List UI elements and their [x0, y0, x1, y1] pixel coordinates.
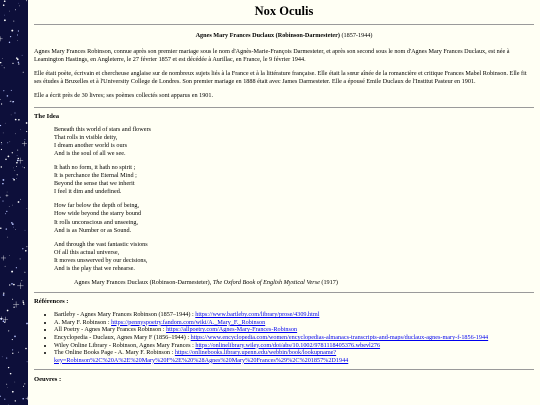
- star: [6, 211, 7, 212]
- star: [18, 30, 19, 31]
- star: [1, 142, 2, 143]
- star: [3, 4, 5, 6]
- star: [9, 255, 10, 256]
- star: [3, 133, 4, 134]
- star: [24, 383, 25, 384]
- star: [15, 133, 16, 134]
- star: [22, 55, 23, 56]
- star: [8, 156, 10, 158]
- star: [4, 0, 6, 2]
- poem-line: And is the play that we rehearse.: [54, 264, 135, 272]
- star: [2, 65, 3, 66]
- star: [8, 367, 9, 368]
- star: [4, 399, 5, 400]
- star: [25, 250, 27, 252]
- references-title: Références :: [34, 298, 69, 306]
- star: [0, 396, 1, 397]
- star: [17, 174, 18, 175]
- attribution-year: (1917): [321, 279, 338, 287]
- divider: [34, 369, 534, 370]
- reference-link[interactable]: https://www.encyclopedia.com/women/encyclopedias-almanacs-transcripts-and-maps/duclaux-agnes-mary-f-1856-1944: [190, 333, 489, 341]
- stanza-4: [54, 241, 534, 273]
- star: [3, 320, 5, 322]
- reference-label: Wiley Online Library - Robinson, Agnes Mary Frances :: [54, 341, 196, 349]
- star: [7, 192, 8, 193]
- star: [15, 9, 16, 10]
- star: [26, 122, 28, 124]
- poem-line: Of all this actual universe,: [54, 248, 120, 256]
- sparkle-star: [6, 194, 9, 197]
- star: [7, 387, 8, 388]
- poem-line: And is as Number or as Sound.: [54, 226, 132, 234]
- star: [11, 271, 13, 273]
- star: [27, 208, 28, 209]
- star: [7, 142, 8, 143]
- star: [18, 62, 19, 63]
- star: [6, 384, 7, 385]
- poem-line: Beyond the sense that we inherit: [54, 180, 135, 188]
- star: [20, 258, 21, 259]
- star: [9, 42, 10, 43]
- reference-item: [54, 342, 534, 350]
- star: [15, 400, 16, 401]
- star: [14, 336, 16, 338]
- reference-label: The Online Books Page - A. Mary F. Robinson :: [54, 349, 175, 357]
- star: [9, 141, 10, 142]
- star: [16, 162, 18, 164]
- star: [11, 115, 12, 116]
- star: [21, 280, 22, 281]
- works-title: Oeuvres :: [34, 376, 62, 384]
- star: [17, 40, 18, 41]
- poem-line: I dream another world is ours: [54, 141, 128, 149]
- star: [3, 293, 4, 294]
- star: [24, 139, 25, 140]
- stanza-2: [54, 164, 534, 196]
- reference-item: [54, 319, 534, 327]
- star: [1, 166, 2, 167]
- star: [26, 246, 27, 247]
- star: [17, 58, 19, 60]
- star: [22, 300, 23, 301]
- star: [12, 222, 13, 223]
- star: [2, 58, 3, 59]
- star: [13, 168, 14, 169]
- star: [1, 149, 2, 150]
- poem-line: It is perchance the Eternal Mind ;: [54, 172, 137, 180]
- starfield-sidebar: [0, 0, 28, 405]
- star: [17, 155, 18, 156]
- star: [16, 178, 17, 179]
- attribution-book: The Oxford Book of English Mystical Verse: [212, 279, 320, 287]
- stanza-3: [54, 202, 534, 234]
- poem-body: [54, 126, 534, 274]
- star: [23, 72, 24, 73]
- star: [13, 227, 14, 228]
- star: [13, 284, 15, 286]
- star: [1, 103, 2, 104]
- star: [2, 201, 3, 202]
- divider: [34, 107, 534, 108]
- star: [22, 167, 23, 168]
- attribution-author: Agnes Mary Frances Duclaux (Robinson-Darmesteter),: [74, 279, 212, 287]
- star: [14, 170, 15, 171]
- star: [16, 267, 17, 268]
- star: [7, 310, 9, 312]
- star-pattern: [0, 0, 28, 405]
- bio-paragraph-2: Elle était poète, écrivain et chercheuse anglaise sur de nombreux sujets liés à la France et à la littérature française. Elle était la sœur aînée de la romancière et critique Frances Mabel Robinson. Elle fit ses études à Bruxelles et à l'University College de Londres. Son premier mariage en 1888 était avec James Darmesteter. Elle a épousé Emile Duclaux de l'Institut Pasteur en 1901.: [34, 70, 527, 86]
- star: [10, 36, 11, 37]
- star: [11, 283, 13, 285]
- star: [12, 299, 13, 300]
- poem-line: I feel it dim and undefined.: [54, 188, 122, 196]
- star: [20, 129, 21, 130]
- poem-line: That rolls in visible deity,: [54, 133, 118, 141]
- poem-line: It moves unswerved by our decisions,: [54, 256, 148, 264]
- bio-paragraph-3: Elle a écrit près de 30 livres; ses poèmes collectés sont apparus en 1901.: [34, 92, 214, 100]
- star: [5, 213, 6, 214]
- star: [4, 15, 5, 16]
- star: [10, 373, 12, 375]
- star: [23, 302, 24, 303]
- star: [24, 167, 25, 168]
- star: [0, 197, 1, 198]
- star: [4, 67, 5, 68]
- star: [16, 166, 17, 167]
- star: [5, 266, 6, 267]
- poem-attribution: [74, 279, 534, 287]
- references-list: [34, 311, 534, 364]
- star: [13, 21, 14, 22]
- reference-label: Bartleby - Agnes Mary Frances Robinson (1857–1944) :: [54, 311, 196, 319]
- star: [12, 152, 13, 153]
- site-title: Nox Oculis: [254, 4, 314, 18]
- star: [3, 90, 4, 91]
- poet-name: Agnes Mary Frances Duclaux (Robinson-Darmesteter): [195, 32, 340, 39]
- star: [12, 353, 13, 354]
- star: [7, 237, 8, 238]
- reference-item: [54, 334, 534, 342]
- star: [12, 223, 14, 225]
- reference-link[interactable]: https://allpoetry.com/Agnes-Mary-Frances-Robinson: [166, 326, 298, 334]
- sparkle-star: [22, 141, 27, 146]
- star: [10, 101, 11, 102]
- star: [12, 339, 13, 340]
- reference-link[interactable]: https://onlinelibrary.wiley.com/doi/abs/10.1002/9781118405376.wbevl276: [195, 341, 381, 349]
- star: [9, 206, 10, 207]
- star: [18, 352, 19, 353]
- star: [9, 11, 10, 12]
- poem-line: It rolls unconscious and unseeing,: [54, 218, 139, 226]
- reference-label: All Poetry - Agnes Mary Frances Robinson :: [54, 326, 167, 334]
- star: [26, 323, 28, 325]
- star: [0, 62, 1, 63]
- star: [10, 101, 11, 102]
- star: [18, 201, 20, 203]
- star: [22, 248, 23, 249]
- star: [13, 178, 14, 179]
- reference-item: [54, 349, 534, 364]
- main-content: [34, 0, 534, 405]
- star: [9, 284, 10, 285]
- poem-line: It hath no form, it hath no spirit ;: [54, 163, 136, 171]
- sparkle-star: [1, 255, 6, 260]
- poem-title: The Idea: [34, 112, 60, 120]
- star: [0, 99, 1, 100]
- star: [12, 205, 13, 206]
- star: [1, 144, 2, 145]
- star: [18, 119, 20, 121]
- star: [20, 199, 21, 200]
- star: [15, 113, 16, 114]
- star: [12, 101, 14, 103]
- star: [2, 183, 4, 185]
- star: [7, 95, 9, 97]
- reference-link[interactable]: https://onlinebooks.library.upenn.edu/webbin/book/lookupname?key=Robinson%2C%20A%2E%20Mary%20F%2E%20%28Agnes%20Mary%20Frances%29%2C%201857%2D1944: [54, 349, 349, 364]
- star: [5, 123, 6, 124]
- poem-line: How wide beyond the starry bound: [54, 210, 142, 218]
- star: [12, 349, 13, 350]
- sparkle-star: [26, 397, 28, 400]
- star: [18, 3, 19, 4]
- star: [12, 391, 14, 393]
- reference-link[interactable]: https://pennyspoetry.fandom.com/wiki/A._Mary_F._Robinson: [111, 318, 266, 326]
- star: [24, 272, 25, 273]
- star: [13, 307, 14, 308]
- sparkle-star: [0, 36, 3, 41]
- star: [25, 230, 26, 231]
- star: [27, 361, 28, 362]
- star: [3, 294, 5, 296]
- poem-line: And through the vast fantastic visions: [54, 240, 148, 248]
- star: [23, 386, 24, 387]
- star: [18, 63, 19, 64]
- divider: [34, 292, 534, 293]
- reference-label: A. Mary F. Robinson :: [54, 318, 112, 326]
- star: [6, 358, 7, 359]
- star: [19, 6, 20, 7]
- star: [11, 30, 13, 32]
- star: [0, 228, 1, 229]
- star: [14, 382, 15, 383]
- poet-dates: (1857-1944): [341, 32, 373, 39]
- star: [23, 304, 24, 305]
- star: [15, 229, 16, 230]
- star: [15, 119, 17, 121]
- star: [12, 63, 13, 64]
- reference-label: Encyclopedia - Duclaux, Agnes Mary F (1856–1944) :: [54, 333, 191, 341]
- star: [5, 159, 6, 160]
- star: [26, 0, 27, 1]
- bio-paragraph-1: Agnes Mary Frances Robinson, connue après son premier mariage sous le nom d'Agnès-Marie-François Darmesteter, et après son second sous le nom d'Agnes Mary Frances Duclaux, est née à Leamington Hastings, en Angleterre, le 27 février 1857 et est décédée à Aurillac, en France, le 9 février 1944.: [34, 48, 510, 64]
- poem-line: Beneath this world of stars and flowers: [54, 125, 151, 133]
- star: [13, 179, 15, 181]
- star: [0, 125, 1, 126]
- poet-heading: [34, 32, 534, 40]
- star: [6, 228, 7, 229]
- sparkle-star: [17, 283, 23, 289]
- star: [11, 90, 12, 91]
- reference-item: [54, 311, 534, 319]
- star: [22, 398, 24, 400]
- star: [25, 348, 27, 350]
- reference-link[interactable]: https://www.bartleby.com/library/prose/4309.html: [195, 311, 320, 319]
- stanza-1: [54, 126, 534, 158]
- poem-line: How far below the depth of being,: [54, 202, 140, 210]
- star: [2, 179, 4, 181]
- star: [26, 131, 27, 132]
- star: [8, 330, 9, 331]
- star: [17, 34, 18, 35]
- star: [18, 158, 20, 160]
- poem-line: And is the soul of all we see.: [54, 149, 126, 157]
- star: [17, 150, 18, 151]
- star: [2, 356, 3, 357]
- divider: [34, 24, 534, 25]
- reference-item: [54, 326, 534, 334]
- star: [4, 19, 6, 21]
